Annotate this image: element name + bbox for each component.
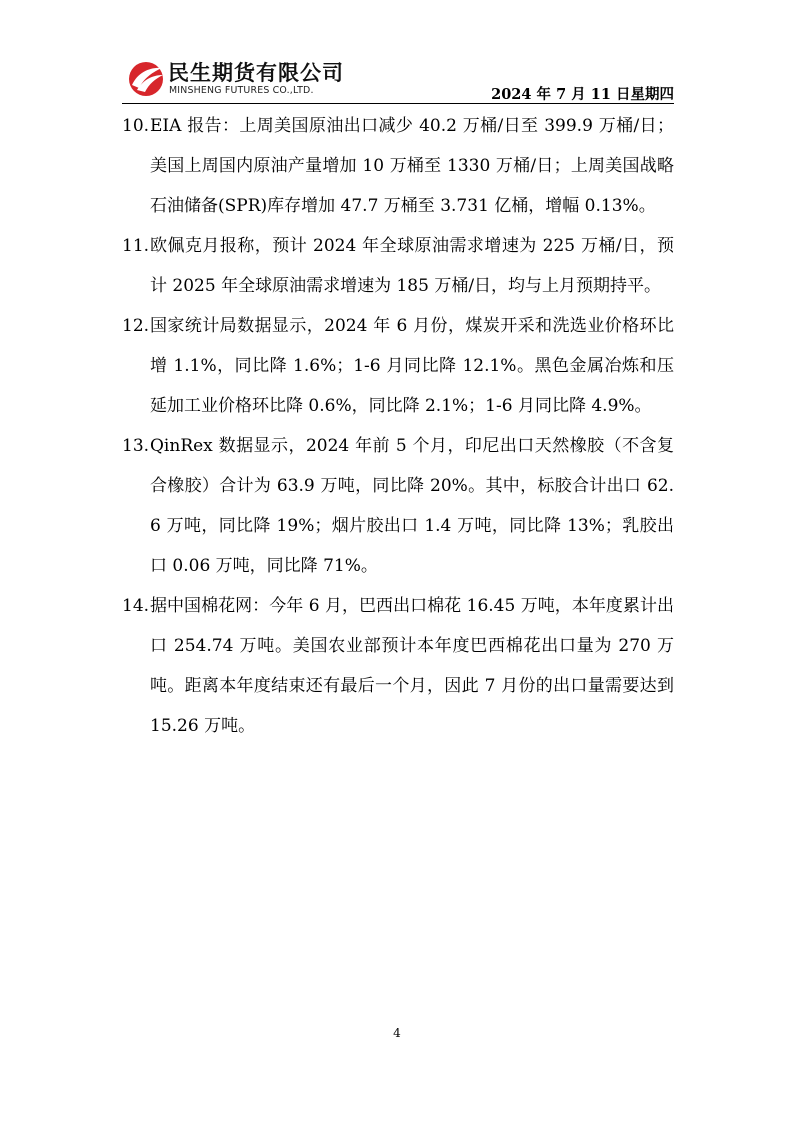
news-list xyxy=(122,106,674,746)
news-item-text: 国家统计局数据显示，2024 年 6 月份，煤炭开采和洗选业价格环比增 1.1%，同比降 1.6%；1-6 月同比降 12.1%。黑色金属冶炼和压延加工业价格环比降 0.6%，同比降 2.1%；1-6 月同比降 4.9%。 xyxy=(150,316,674,416)
news-item-text: EIA 报告：上周美国原油出口减少 40.2 万桶/日至 399.9 万桶/日；美国上周国内原油产量增加 10 万桶至 1330 万桶/日；上周美国战略石油储备(SPR)库存增加 47.7 万桶至 3.731 亿桶，增幅 0.13%。 xyxy=(150,116,674,216)
page-header xyxy=(122,52,674,104)
news-item xyxy=(122,586,674,746)
news-item-number: 10. xyxy=(122,116,150,136)
header-divider xyxy=(122,103,674,104)
company-logo xyxy=(122,52,382,102)
news-item-text: 欧佩克月报称，预计 2024 年全球原油需求增速为 225 万桶/日，预计 2025 年全球原油需求增速为 185 万桶/日，均与上月预期持平。 xyxy=(150,236,674,296)
news-item xyxy=(122,106,674,226)
news-item xyxy=(122,226,674,306)
news-item-text: QinRex 数据显示，2024 年前 5 个月，印尼出口天然橡胶（不含复合橡胶）合计为 63.9 万吨，同比降 20%。其中，标胶合计出口 62.6 万吨，同比降 19%；烟片胶出口 1.4 万吨，同比降 13%；乳胶出口 0.06 万吨，同比降 71%。 xyxy=(150,436,674,576)
page-number: 4 xyxy=(393,1026,401,1040)
news-item-text: 据中国棉花网：今年 6 月，巴西出口棉花 16.45 万吨，本年度累计出口 254.74 万吨。美国农业部预计本年度巴西棉花出口量为 270 万吨。距离本年度结束还有最后一个月，因此 7 月份的出口量需要达到 15.26 万吨。 xyxy=(150,596,674,736)
news-item-number: 12. xyxy=(122,316,150,336)
company-name-cn: 民生期货有限公司 xyxy=(168,61,344,85)
news-item xyxy=(122,426,674,586)
news-item-number: 11. xyxy=(122,236,150,256)
report-date: 2024 年 7 月 11 日星期四 xyxy=(491,86,674,103)
news-item-number: 14. xyxy=(122,596,150,616)
company-name-en: MINSHENG FUTURES CO.,LTD. xyxy=(169,85,314,96)
news-item xyxy=(122,306,674,426)
news-item-number: 13. xyxy=(122,436,150,456)
minsheng-logo-icon xyxy=(126,58,166,98)
